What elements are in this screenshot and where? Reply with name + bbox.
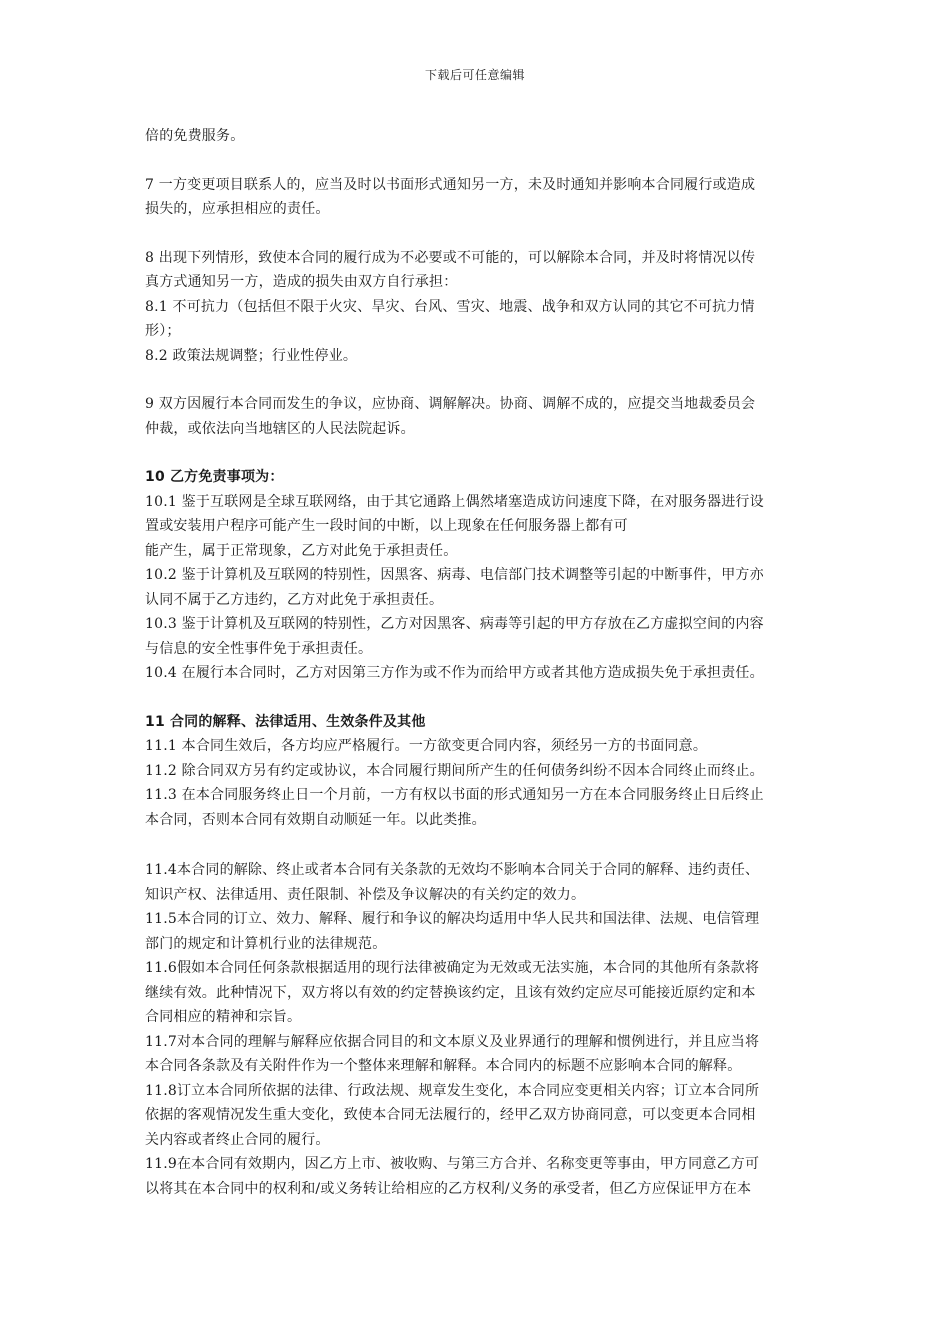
clause-11-5: 11.5本合同的订立、效力、解释、履行和争议的解决均适用中华人民共和国法律、法规、电信管理 xyxy=(145,911,760,927)
clause-11-8: 11.8订立本合同所依据的法律、行政法规、规章发生变化，本合同应变更相关内容；订立本合同所 xyxy=(145,1082,760,1099)
clause-11-9: 11.9在本合同有效期内，因乙方上市、被收购、与第三方合并、名称变更等事由，甲方同意乙方可 xyxy=(145,1156,760,1172)
text-line: 能产生，属于正常现象，乙方对此免于承担责任。 xyxy=(145,542,458,559)
clause-9: 9 双方因履行本合同而发生的争议，应协商、调解解决。协商、调解不成的，应提交当地裁委员会 xyxy=(145,396,756,412)
text-line: 形）； xyxy=(145,323,181,339)
text-line: 部门的规定和计算机行业的法律规范。 xyxy=(145,935,387,952)
document-body xyxy=(145,124,810,1201)
clause-10-4: 10.4 在履行本合同时，乙方对因第三方作为或不作为而给甲方或者其他方造成损失免于承担责任。 xyxy=(145,665,764,681)
text-line: 倍的免费服务。 xyxy=(145,128,245,144)
text-line: 合同相应的精神和宗旨。 xyxy=(145,1009,302,1025)
clause-11-7: 11.7对本合同的理解与解释应依据合同目的和文本原义及业界通行的理解和惯例进行，并且应当将 xyxy=(145,1033,760,1050)
section-heading-10: 10 乙方免责事项为： xyxy=(145,469,284,485)
text-line: 认同不属于乙方违约，乙方对此免于承担责任。 xyxy=(145,591,444,608)
text-line: 继续有效。此种情况下，双方将以有效的约定替换该约定，且该有效约定应尽可能接近原约定和本 xyxy=(145,984,756,1001)
text-line: 本合同各条款及有关附件作为一个整体来理解和解释。本合同内的标题不应影响本合同的解释。 xyxy=(145,1058,742,1074)
clause-11-4: 11.4本合同的解除、终止或者本合同有关条款的无效均不影响本合同关于合同的解释、违约责任、 xyxy=(145,862,760,878)
clause-11-3: 11.3 在本合同服务终止日一个月前，一方有权以书面的形式通知另一方在本合同服务终止日后终止 xyxy=(145,787,764,803)
text-line: 本合同，否则本合同有效期自动顺延一年。以此类推。 xyxy=(145,811,486,828)
section-heading-11: 11 合同的解释、法律适用、生效条件及其他 xyxy=(145,713,426,730)
text-line: 以将其在本合同中的权利和/或义务转让给相应的乙方权利/义务的承受者，但乙方应保证甲方在本 xyxy=(145,1180,752,1197)
clause-10-3: 10.3 鉴于计算机及互联网的特别性，乙方对因黑客、病毒等引起的甲方存放在乙方虚拟空间的内容 xyxy=(145,616,764,632)
text-line: 真方式通知另一方，造成的损失由双方自行承担： xyxy=(145,274,458,290)
clause-11-1: 11.1 本合同生效后，各方均应严格履行。一方欲变更合同内容，须经另一方的书面同意。 xyxy=(145,738,708,754)
text-line: 置或安装用户程序可能产生一段时间的中断，以上现象在任何服务器上都有可 xyxy=(145,518,628,534)
clause-8-1: 8.1 不可抗力（包括但不限于火灾、旱灾、台风、雪灾、地震、战争和双方认同的其它不可抗力情 xyxy=(145,298,755,315)
clause-10-1: 10.1 鉴于互联网是全球互联网络，由于其它通路上偶然堵塞造成访问速度下降，在对服务器进行设 xyxy=(145,493,764,510)
clause-11-6: 11.6假如本合同任何条款根据适用的现行法律被确定为无效或无法实施，本合同的其他所有条款将 xyxy=(145,960,760,976)
text-line: 关内容或者终止合同的履行。 xyxy=(145,1131,330,1148)
text-line: 知识产权、法律适用、责任限制、补偿及争议解决的有关约定的效力。 xyxy=(145,886,586,903)
clause-10-2: 10.2 鉴于计算机及互联网的特别性，因黑客、病毒、电信部门技术调整等引起的中断事件，甲方亦 xyxy=(145,567,764,583)
text-line: 与信息的安全性事件免于承担责任。 xyxy=(145,640,373,657)
text-line: 依据的客观情况发生重大变化，致使本合同无法履行的，经甲乙双方协商同意，可以变更本合同相 xyxy=(145,1107,756,1123)
clause-11-2: 11.2 除合同双方另有约定或协议，本合同履行期间所产生的任何债务纠纷不因本合同终止而终止。 xyxy=(145,762,764,779)
text-line: 损失的，应承担相应的责任。 xyxy=(145,201,330,217)
text-line: 仲裁，或依法向当地辖区的人民法院起诉。 xyxy=(145,420,415,437)
clause-7: 7 一方变更项目联系人的，应当及时以书面形式通知另一方，未及时通知并影响本合同履行或造成 xyxy=(145,176,756,193)
clause-8-2: 8.2 政策法规调整；行业性停业。 xyxy=(145,347,358,364)
clause-8: 8 出现下列情形，致使本合同的履行成为不必要或不可能的，可以解除本合同，并及时将情况以传 xyxy=(145,249,756,266)
page-header: 下载后可任意编辑 xyxy=(424,68,525,82)
